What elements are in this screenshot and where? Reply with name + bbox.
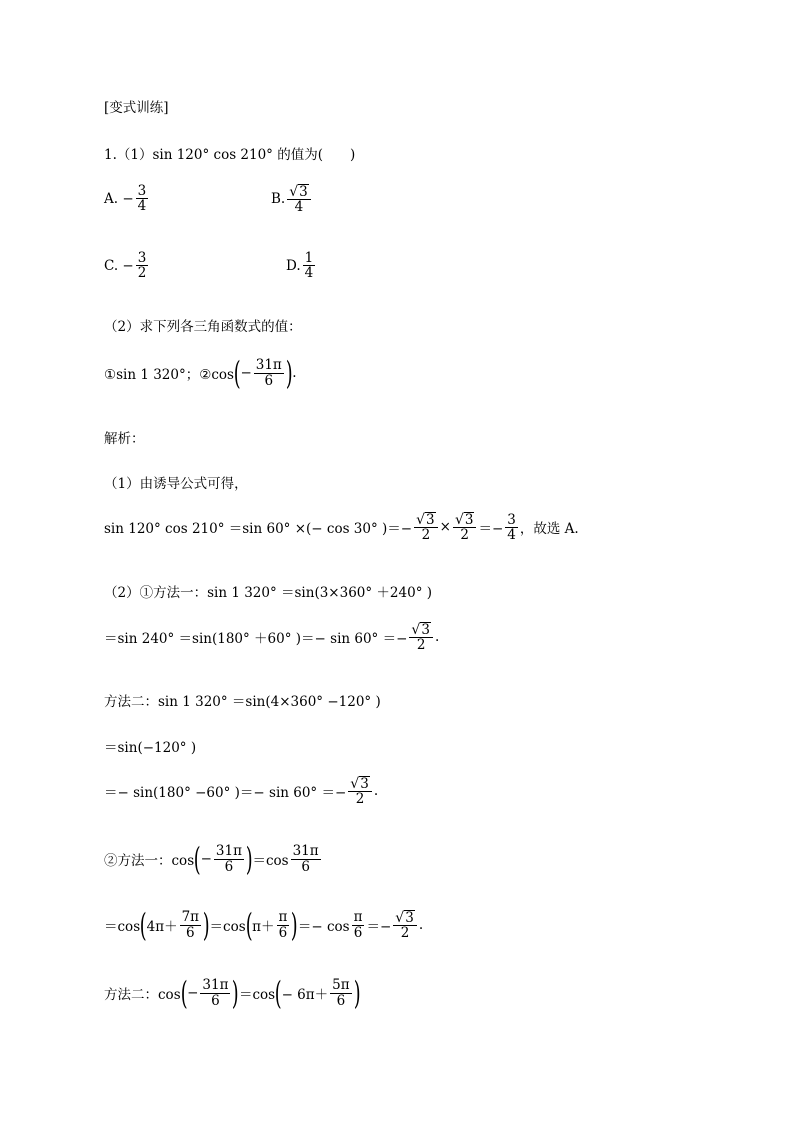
left-paren: (	[180, 974, 188, 1012]
option-B-fraction: √ 3 4	[287, 184, 311, 215]
fraction: $\frac{31\pi}{6}$	[202, 977, 229, 1009]
option-D	[286, 251, 317, 280]
right-paren: )	[202, 906, 210, 944]
option-A	[104, 184, 150, 213]
option-C-label: C. −	[104, 257, 134, 274]
left-paren: (	[233, 354, 241, 392]
option-B	[271, 184, 313, 215]
solution-2-method-2-step: ＝sin(−120° )	[104, 740, 197, 756]
sqrt-icon: √ 3	[350, 776, 369, 793]
right-paren: )	[353, 974, 361, 1012]
left-paren: (	[245, 906, 253, 944]
sqrt-icon: √ 3	[411, 622, 430, 639]
fraction: √ 3 2	[414, 512, 438, 543]
solution-1-line: sin 120° cos 210° ＝sin 60° ×(− cos 30° )＝− √ 3 2 × √ 3 2 ＝− $\frac{3}{4}$ ，故选 A.	[104, 511, 579, 544]
solution-2-method-1-result: ＝sin 240° ＝sin(180° ＋60° )＝− sin 60° ＝− √ 3 2 .	[104, 622, 440, 654]
solution-heading: 解析：	[104, 431, 145, 447]
fraction: $\frac{5\pi}{6}$	[332, 977, 350, 1009]
left-paren: (	[274, 974, 282, 1012]
sqrt-icon: √ 3	[289, 184, 308, 201]
option-D-fraction: $\frac{1}{4}$	[304, 250, 314, 282]
left-paren: (	[139, 906, 147, 944]
fraction: √ 3 2	[393, 910, 417, 941]
right-paren: )	[291, 906, 299, 944]
fraction: $\frac{\pi}{6}$	[353, 909, 363, 941]
option-C-fraction: $\frac{3}{2}$	[137, 250, 147, 282]
question-2-text: （2）求下列各三角函数式的值：	[104, 319, 302, 335]
option-D-label: D.	[286, 257, 301, 274]
fraction: $\frac{3}{4}$	[507, 511, 516, 543]
left-paren: (	[193, 840, 201, 878]
solution-2-method-2-result: ＝− sin(180° −60° )＝− sin 60° ＝− √ 3 2 .	[104, 776, 379, 808]
solution-2-method-1: （2）①方法一：sin 1 320° ＝sin(3×360° ＋240° )	[104, 585, 433, 601]
sqrt-icon: √ 3	[454, 512, 474, 529]
solution-2-method-2: 方法二：sin 1 320° ＝sin(4×360° −120° )	[104, 694, 381, 710]
right-paren: )	[245, 840, 253, 878]
cos-method-1-result: ＝cos ( 4π＋ $\frac{7\pi}{6}$ ) ＝cos ( π＋ $\frac{\pi}{6}$ ) ＝− cos $\frac{\pi}{6}$ ＝− √ 3 2 .	[104, 906, 424, 944]
section-title-text: [变式训练]	[104, 100, 169, 116]
fraction: $\frac{\pi}{6}$	[278, 909, 288, 941]
question-1	[104, 143, 355, 163]
question-2-items: ①sin 1 320°；②cos ( − $\frac{31\pi}{6}$ ) .	[104, 354, 297, 392]
solution-1-intro: （1）由诱导公式可得，	[104, 476, 248, 492]
section-title	[104, 96, 169, 116]
fraction: √ 3 2	[348, 776, 372, 807]
question-1-text: 1.（1）sin 120° cos 210° 的值为( )	[104, 147, 356, 163]
fraction: √ 3 2	[453, 512, 477, 543]
cos-method-2: 方法二：cos ( − $\frac{31\pi}{6}$ ) ＝cos ( − 6π＋ $\frac{5\pi}{6}$ )	[104, 974, 361, 1012]
fraction: $\frac{31\pi}{6}$	[292, 843, 319, 875]
option-A-label: A. −	[104, 190, 134, 207]
fraction: √ 3 2	[409, 622, 433, 653]
sqrt-icon: √ 3	[416, 512, 435, 529]
fraction: $\frac{31\pi}{6}$	[255, 357, 282, 389]
cos-method-1: ②方法一：cos ( − $\frac{31\pi}{6}$ ) ＝cos $\frac{31\pi}{6}$	[104, 840, 319, 878]
right-paren: )	[232, 974, 240, 1012]
right-paren: )	[285, 354, 293, 392]
option-A-fraction: $\frac{3}{4}$	[137, 183, 147, 215]
sqrt-icon: √ 3	[395, 909, 414, 926]
question-2	[104, 315, 302, 335]
option-C	[104, 251, 150, 280]
fraction: $\frac{7\pi}{6}$	[181, 909, 200, 941]
option-B-label: B.	[271, 191, 286, 208]
fraction: $\frac{31\pi}{6}$	[215, 843, 242, 875]
